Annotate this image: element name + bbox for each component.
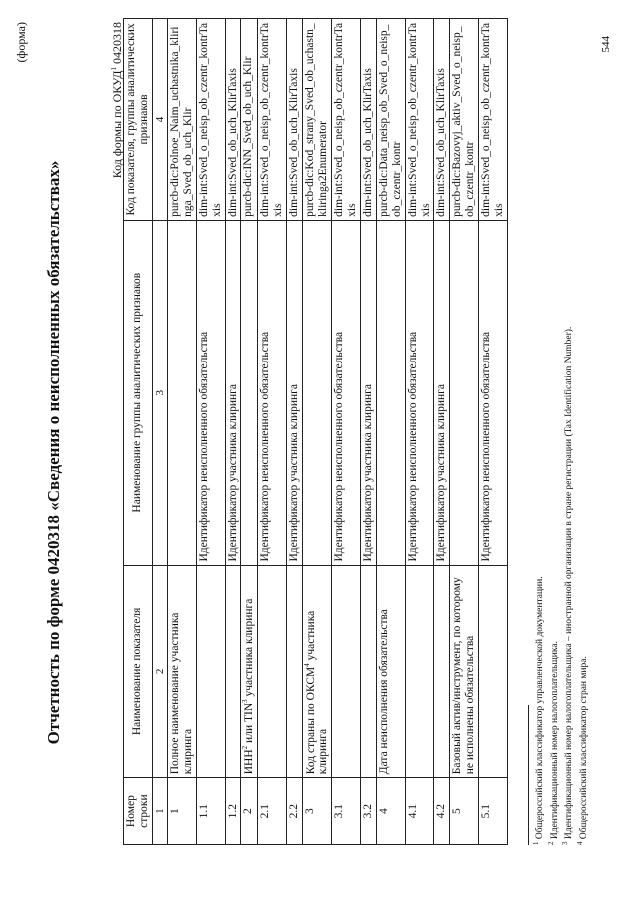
indicator-name: [405, 565, 434, 778]
table-body: [168, 19, 508, 845]
indicator-code: purcb-dic:Kod_strany_Sved_ob_uchastn_kliringa2Enumerator: [302, 19, 332, 221]
row-number: 1: [168, 778, 197, 845]
group-name: [450, 220, 479, 565]
table-header-row: [124, 19, 153, 845]
column-number: 4: [152, 19, 167, 221]
footnote: [532, 327, 547, 845]
indicator-name-part: ИНН: [243, 749, 256, 775]
indicator-name: [196, 565, 225, 778]
footnote-separator: [528, 705, 529, 845]
row-number: 2.2: [286, 778, 302, 845]
footnote-mark: 4: [575, 841, 584, 845]
footnotes: [532, 327, 590, 845]
table-row: [241, 19, 258, 845]
row-number: 2: [241, 778, 258, 845]
indicators-table: [123, 18, 508, 845]
table-row: [376, 19, 405, 845]
footnote-mark: 3: [241, 699, 250, 703]
indicator-name: [225, 565, 241, 778]
indicator-name: [332, 565, 361, 778]
indicator-name-part: участника клиринга: [304, 610, 330, 775]
footnote-mark: 3: [561, 841, 570, 845]
indicator-code: dim-int:Sved_ob_uch_KlirTaxis: [286, 19, 302, 221]
table-row: [479, 19, 508, 845]
group-name: Идентификатор неисполненного обязательства: [405, 220, 434, 565]
footnote-mark: 4: [302, 663, 311, 667]
indicator-code: dim-int:Sved_ob_uch_KlirTaxis: [434, 19, 450, 221]
row-number: 1.2: [225, 778, 241, 845]
page-number: 544: [600, 36, 612, 53]
row-number: 1.1: [196, 778, 225, 845]
group-name: Идентификатор участника клиринга: [361, 220, 377, 565]
row-number: 5.1: [479, 778, 508, 845]
row-number: 3.1: [332, 778, 361, 845]
row-number: 3: [302, 778, 332, 845]
footnote-text: Общероссийский классификатор стран мира.: [578, 656, 589, 842]
okud-code: 0420318: [110, 22, 124, 67]
table-row: [258, 19, 287, 845]
footnote-text: Идентификационный номер налогоплательщика – иностранной организации в стране регистрации (Tax Identification Number).: [564, 326, 575, 842]
indicator-name: [302, 565, 332, 778]
indicator-code: dim-int:Sved_o_neisp_ob_czentr_kontrTaxis: [196, 19, 225, 221]
group-name: Идентификатор неисполненного обязательства: [196, 220, 225, 565]
indicator-name-part: участника клиринга: [243, 598, 256, 700]
column-number: 1: [152, 778, 167, 845]
table-row: [434, 19, 450, 845]
indicator-code: dim-int:Sved_o_neisp_ob_czentr_kontrTaxis: [479, 19, 508, 221]
header-code: Код показателя, группы аналитических признаков: [124, 19, 153, 221]
group-name: Идентификатор неисполненного обязательства: [479, 220, 508, 565]
indicator-name: [361, 565, 377, 778]
form-label: (форма): [14, 22, 28, 63]
footnote: [576, 327, 591, 845]
group-name: Идентификатор участника клиринга: [286, 220, 302, 565]
column-number-row: [152, 19, 167, 845]
table-row: [332, 19, 361, 845]
indicator-name: Полное наименование участника клиринга: [168, 565, 197, 778]
footnote-mark: 2: [241, 745, 250, 750]
row-number: 4.1: [405, 778, 434, 845]
page-title: Отчетность по форме 0420318 «Сведения о неисполненных обязательствах»: [44, 160, 63, 745]
row-number: 2.1: [258, 778, 287, 845]
header-indicator-name: Наименование показателя: [124, 565, 153, 778]
row-number: 4: [376, 778, 405, 845]
indicator-name: [434, 565, 450, 778]
okud-label: Код формы по ОКУД: [110, 70, 124, 179]
footnote: [547, 327, 562, 845]
indicator-code: dim-int:Sved_ob_uch_KlirTaxis: [361, 19, 377, 221]
indicator-name: Базовый актив/инструмент, по которому не исполнены обязательства: [450, 565, 479, 778]
indicator-code: purcb-dic:Polnoe_Naim_uchastnika_kliringa_Sved_ob_uch_Klir: [168, 19, 197, 221]
table-row: [225, 19, 241, 845]
indicator-code: dim-int:Sved_o_neisp_ob_czentr_kontrTaxis: [258, 19, 287, 221]
table-row: [361, 19, 377, 845]
group-name: [376, 220, 405, 565]
column-number: 3: [152, 220, 167, 565]
indicator-name: [286, 565, 302, 778]
group-name: Идентификатор неисполненного обязательства: [332, 220, 361, 565]
table-row: [302, 19, 332, 845]
indicator-name-part: или TIN: [243, 702, 256, 746]
header-row-number: Номер строки: [124, 778, 153, 845]
header-group-name: Наименование группы аналитических признаков: [124, 220, 153, 565]
indicator-name: [258, 565, 287, 778]
group-name: Идентификатор неисполненного обязательства: [258, 220, 287, 565]
row-number: 4.2: [434, 778, 450, 845]
indicator-code: dim-int:Sved_o_neisp_ob_czentr_kontrTaxis: [405, 19, 434, 221]
footnote-text: Идентификационный номер налогоплательщика.: [549, 641, 560, 842]
footnote: [561, 327, 576, 845]
table-row: [196, 19, 225, 845]
indicator-code: purcb-dic:INN_Sved_ob_uch_Klir: [241, 19, 258, 221]
table-row: [450, 19, 479, 845]
table-row: [168, 19, 197, 845]
footnote-text: Общероссийский классификатор управленческой документации.: [535, 576, 546, 842]
group-name: [302, 220, 332, 565]
group-name: Идентификатор участника клиринга: [434, 220, 450, 565]
indicator-name: [241, 565, 258, 778]
footnote-mark: 1: [532, 841, 540, 845]
okud-footnote-mark: 1: [110, 67, 118, 71]
group-name: [241, 220, 258, 565]
indicator-name: [479, 565, 508, 778]
indicator-code: dim-int:Sved_o_neisp_ob_czentr_kontrTaxis: [332, 19, 361, 221]
indicator-name: Дата неисполнения обязательства: [376, 565, 405, 778]
column-number: 2: [152, 565, 167, 778]
group-name: [168, 220, 197, 565]
row-number: 5: [450, 778, 479, 845]
footnote-mark: 2: [546, 841, 555, 845]
table-row: [405, 19, 434, 845]
indicator-code: purcb-dic:Bazovyj_aktiv_Sved_o_neisp_ob_czentr_kontr: [450, 19, 479, 221]
indicator-code: purcb-dic:Data_neisp_ob_Sved_o_neisp_ob_czentr_kontr: [376, 19, 405, 221]
indicator-code: dim-int:Sved_ob_uch_KlirTaxis: [225, 19, 241, 221]
table-row: [286, 19, 302, 845]
row-number: 3.2: [361, 778, 377, 845]
indicator-name-part: Код страны по ОКСМ: [304, 666, 317, 775]
group-name: Идентификатор участника клиринга: [225, 220, 241, 565]
